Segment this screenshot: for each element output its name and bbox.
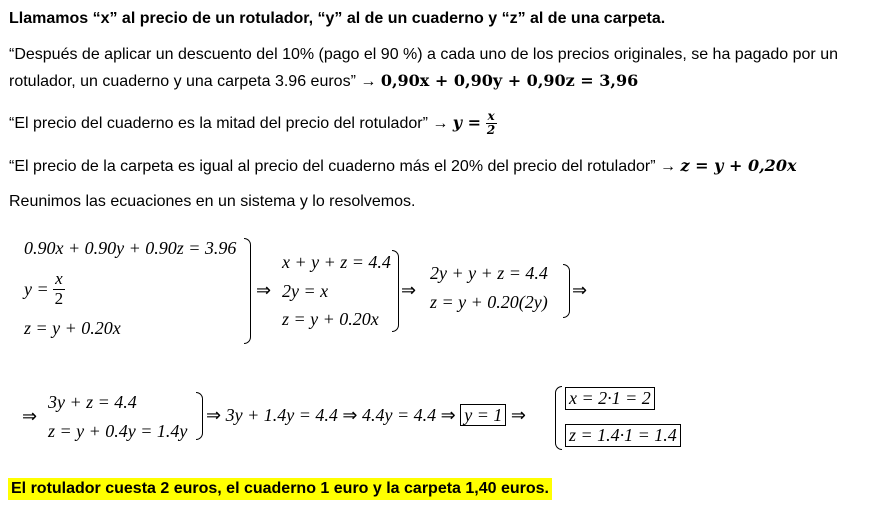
statement2-text: “El precio del cuaderno es la mitad del precio del rotulador” [9,115,428,132]
arrow-1: → [360,73,377,90]
system2-eq1: x + y + z = 4.4 [282,252,391,272]
boxed-z-result: z = 1.4·1 = 1.4 [565,424,681,447]
boxed-x-result: x = 2·1 = 2 [565,387,655,410]
system1-right-brace [244,238,251,344]
system2-eq2: 2y = x [282,281,329,301]
system2-right-brace [392,250,399,332]
conclusion-highlight: El rotulador cuesta 2 euros, el cuaderno 1 euro y la carpeta 1,40 euros. [8,478,552,500]
chain-step2: 4.4y = 4.4 [361,405,437,425]
system1-eq3: z = y + 0.20x [24,318,121,338]
arrow-3: → [660,158,677,175]
implies-5: ⇒ [206,405,222,425]
implies-4: ⇒ [22,406,38,426]
system3-eq1: 2y + y + z = 4.4 [430,263,548,283]
final-left-brace [555,386,562,450]
implies-2: ⇒ [401,280,417,300]
statement3-equation: z = y + 0,20x [680,156,797,175]
boxed-y-result: y = 1 [460,404,506,426]
system1-eq2-lhs: y = [24,279,49,300]
system4-right-brace [196,392,203,440]
system4-eq1: 3y + z = 4.4 [48,392,137,412]
statement2-eq-lhs: y = [452,113,482,132]
implies-6: ⇒ [342,405,358,425]
system4-eq2: z = y + 0.4y = 1.4y [48,421,188,441]
statement3-line [9,156,796,176]
system3-eq2: z = y + 0.20(2y) [430,292,548,312]
system2-eq3: z = y + 0.20x [282,309,379,329]
statement1-text-a: “Después de aplicar un descuento del 10% (pago el 90 %) a cada uno de los precios originales, se ha pagado por un [9,46,838,63]
statement2-fraction [486,110,497,137]
system1-eq2-numerator: x [55,269,63,288]
statement2-line [9,106,497,141]
implies-7: ⇒ [440,405,456,425]
implies-3: ⇒ [572,280,588,300]
system1-eq2-denominator: 2 [54,288,64,308]
resolve-text: Reunimos las ecuaciones en un sistema y lo resolvemos. [9,193,416,210]
implies-1: ⇒ [256,280,272,300]
statement2-numerator: x [487,109,495,124]
chain-step1: 3y + 1.4y = 4.4 [225,405,338,425]
chain-line [206,405,526,426]
statement1-text-b: rotulador, un cuaderno y una carpeta 3.96 euros” [9,73,356,90]
statement3-text: “El precio de la carpeta es igual al precio del cuaderno más el 20% del precio del rotulador” [9,158,656,175]
intro-text: Llamamos “x” al precio de un rotulador, “y” al de un cuaderno y “z” al de una carpeta. [9,10,666,27]
system1-eq2 [24,270,65,308]
system1-eq1: 0.90x + 0.90y + 0.90z = 3.96 [24,238,237,258]
system3-right-brace [563,264,570,318]
implies-8: ⇒ [510,405,526,425]
system1-eq2-fraction [53,270,65,308]
statement2-denominator: 2 [486,123,496,138]
arrow-2: → [432,115,449,132]
statement1-equation: 0,90x + 0,90y + 0,90z = 3,96 [380,71,639,90]
statement1-line2 [9,71,638,91]
